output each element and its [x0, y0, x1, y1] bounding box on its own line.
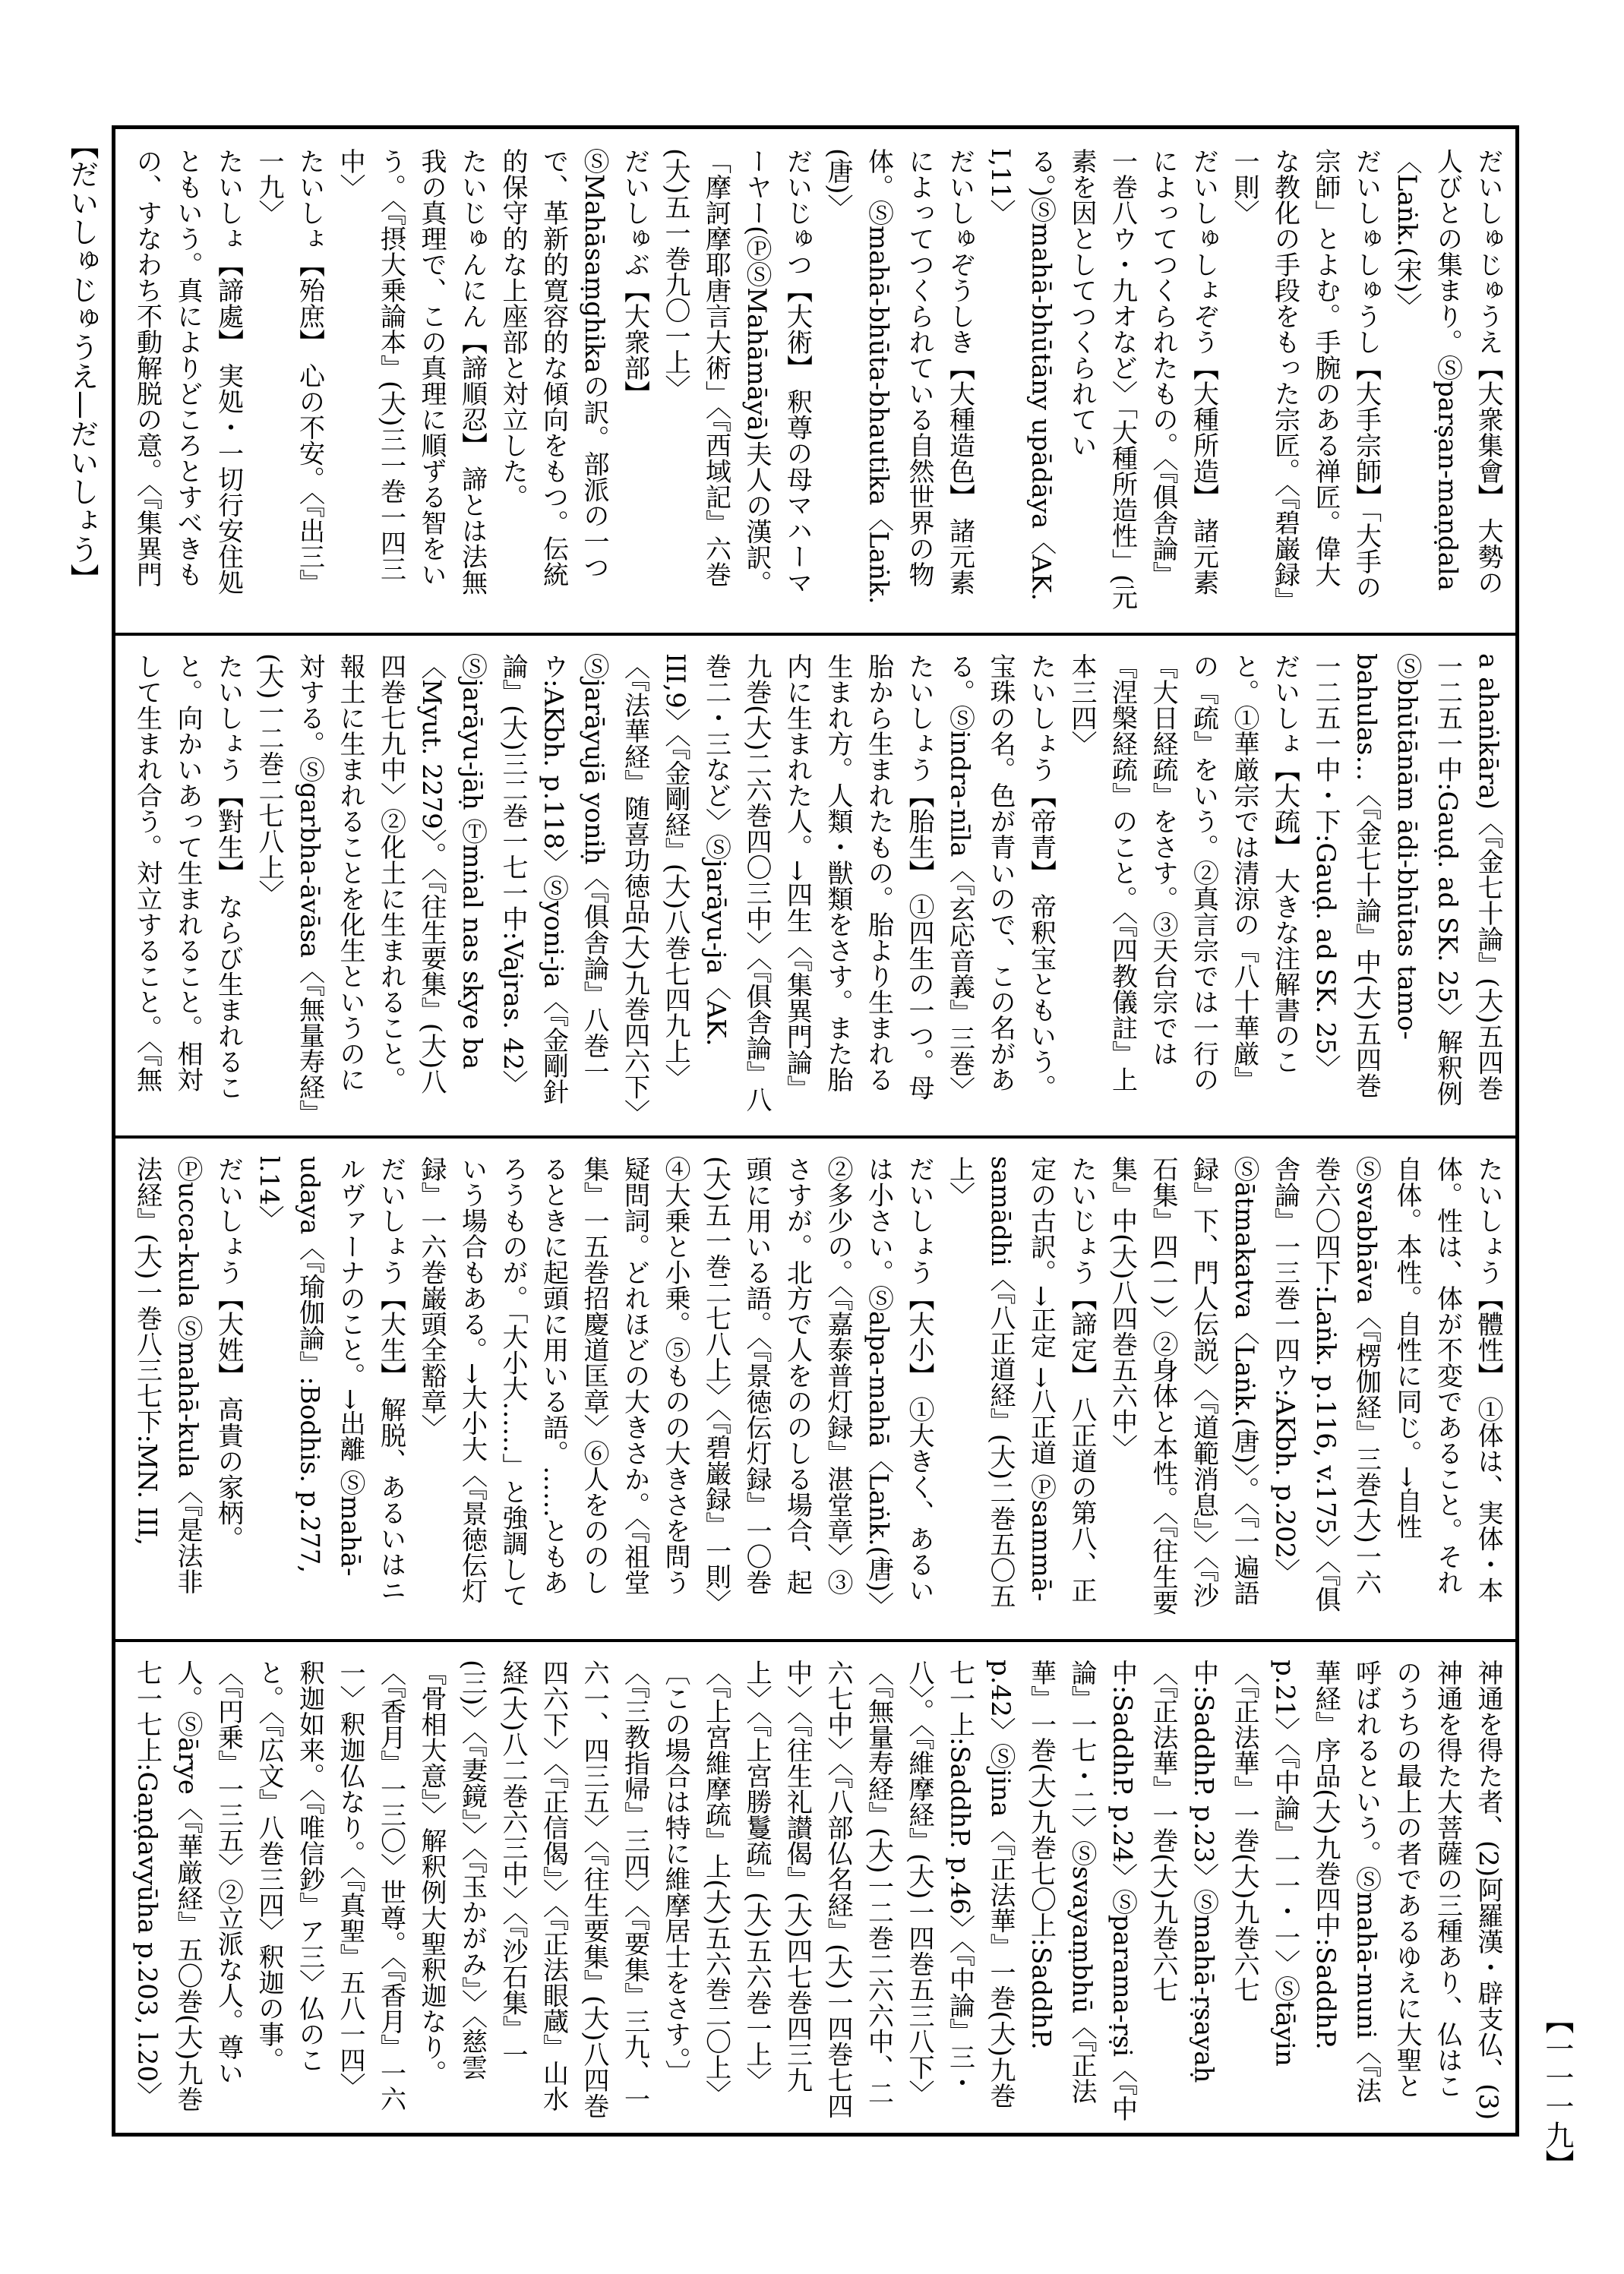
entry-headword: だいしゅしゅうし【大手宗師】	[1351, 148, 1382, 510]
entry-body: ならび生まれること。向かいあって生まれること。相対して生まれ合う。対立すること。〈『無	[131, 653, 244, 1101]
entry-headword: だいしょ【大疏】	[1269, 653, 1300, 860]
entry-body: ⓈMahāsaṃghikaの訳。部派の一つで、革新的寛容的な傾向をもつ。伝統的保守的な上座部と対立した。	[498, 148, 609, 587]
entry-body: 「大手の宗師」とよむ。手腕のある禅匠。偉大な教化の手段をもった宗匠。〈『碧巌録』一則〉	[1229, 148, 1382, 600]
tier-divider	[112, 1639, 1519, 1642]
entry-body: 諸元素によってつくられたもの。〈『俱舎論』一巻八ウ・九オなど〉「大種所造性」(元素を因としてつくられている。)Ⓢmahā-bhūtāny upādāya〈AK. I,11〉	[985, 148, 1219, 611]
tier-4	[125, 1660, 1508, 2123]
entry-headword: たいしょう【胎生】	[904, 653, 934, 886]
dictionary-entry	[248, 1156, 411, 1619]
entry-headword: たいしょう【帝青】	[1025, 653, 1057, 886]
dictionary-entry	[1224, 148, 1386, 611]
page-number: 【一一一九】	[1540, 2005, 1574, 2178]
entry-body: a ahaṅkāra)〈『金七十論』(大)五四巻一二五一中:Gauḍ. ad SK. 25〉解釈例Ⓢbhūtānām ādi-bhūtas tamo-bahulas…〈『金七十論』中(大)五四巻一二五一中・下:Gauḍ. ad SK. 25〉	[1310, 653, 1503, 1107]
entry-headword: だいじゅつ【大術】	[782, 148, 813, 381]
entry-headword: だいしゅぶ【大衆部】	[619, 148, 650, 406]
dictionary-entry	[125, 148, 248, 611]
dictionary-entry	[125, 1156, 248, 1619]
dictionary-entry	[125, 653, 248, 1116]
tier-3	[125, 1156, 1508, 1619]
entry-headword: たいしょ【諦處】	[213, 148, 244, 355]
dictionary-entry	[655, 148, 817, 611]
dictionary-entry	[248, 148, 330, 611]
dictionary-entry	[1386, 148, 1509, 611]
running-head: 【だいしゅじゅうえ—だいしょう】	[65, 131, 99, 592]
dictionary-entry	[817, 148, 980, 611]
entry-body: ①体は、実体・本体。性は、体が不変であること。それ自体。本性。自性に同じ。→自性 Ⓢsvabhāva〈『楞伽経』三巻(大)一六巻六〇四下:Laṅk. p.116, v.175〉〈『俱舎論』一三巻一四ウ:AKbh. p.202〉Ⓢātmakatva〈Laṅk.(唐)〉。〈『一遍語録』下、門人伝説〉〈『道範消息』〉〈『沙石集』四(一)〉②身体と本性。〈『往生要集』中(大)八四巻五六中〉	[1107, 1156, 1503, 1615]
entry-body: ①四生の一つ。母胎から生まれたもの。胎より生まれる生まれ方。人類・獣類をさす。また胎内に生まれた人。→四生〈『集異門論』九巻(大)二六巻四〇三中〉〈『俱舎論』八巻二・三など〉Ⓢjarāyu-ja〈AK. III,9〉〈『金剛経』(大)八巻七四九上〉〈『法華経』随喜功徳品(大)九巻四六下〉Ⓢjarāyujā yoniḥ〈『俱舎論』八巻一ウ:AKbh. p.118〉Ⓢyoni-ja〈『金剛針論』(大)三二巻一七一中:Vajras. 42〉Ⓢjarāyu-jāḥ Ⓣmṅal nas skye ba〈Myut. 2279〉。〈『往生要集』(大)八四巻七九中〉②化土に生まれること。報土に生まれることを化生というのに対する。Ⓢgarbha-āvāsa〈『無量寿経』(大)一二巻二七八上〉	[254, 653, 934, 1113]
entry-body: 大きな注解書のこと。①華厳宗では清涼の『八十華厳』の『疏』をいう。②真言宗では一行の『大日経疏』をさす。③天台宗では『涅槃経疏』のこと。〈『四教儀註』上本三四〉	[1066, 653, 1300, 1092]
tier-2	[125, 653, 1508, 1116]
entry-headword: だいしょう【大小】	[904, 1156, 934, 1388]
entry-body: 解脱、あるいはニルヴァーナのこと。→出離 Ⓢmahā-udaya〈『瑜伽論』:Bodhis. p.277, l.14〉	[254, 1156, 406, 1603]
entry-body: 諸元素によってつくられている自然世界の物体。Ⓢmahā-bhūta-bhautika〈Laṅk.(唐)〉	[823, 148, 975, 605]
entry-headword: だいしょう【大姓】	[213, 1156, 244, 1388]
entry-headword: だいしゅぞうしき【大種造色】	[944, 148, 975, 510]
tier-divider	[112, 633, 1519, 636]
dictionary-entry	[492, 148, 655, 611]
entry-body: 大勢の人びとの集まり。Ⓢparṣan-maṇḍala〈Laṅk.(宋)〉	[1392, 148, 1503, 595]
dictionary-entry	[330, 148, 492, 611]
dictionary-entry	[248, 653, 940, 1116]
entry-continuation	[125, 1660, 1508, 2123]
entry-body: 諦とは法無我の真理で、この真理に順ずる智をいう。〈『摂大乗論本』(大)三一巻一四三中〉	[335, 148, 488, 595]
dictionary-entry	[939, 653, 1061, 1116]
entry-headword: たいしょう【對生】	[213, 653, 244, 886]
entry-headword: たいしょう【體性】	[1473, 1156, 1503, 1388]
entry-headword: たいじゅんにん【諦順忍】	[457, 148, 488, 458]
entry-body: 八正道の第八、正定の古訳。→正定 →八正道 Ⓟsammā-samādhi〈『八正道経』(大)二巻五〇五上〉	[944, 1156, 1097, 1609]
entry-headword: だいしゅしょぞう【大種所造】	[1188, 148, 1219, 510]
dictionary-entry	[980, 148, 1224, 611]
entry-body: 実処・一切行安住処ともいう。真によりどころとすべきもの、すなわち不動解脱の意。〈『集異門	[131, 148, 244, 595]
entry-body: ①大きく、あるいは小さい。Ⓢalpa-mahā〈Laṅk.(唐)〉②多少の。〈『嘉泰普灯録』湛堂章〉③さすが。北方で人をののしる場合、起頭に用いる語。〈『景徳伝灯録』一〇巻(大)五一巻二七八上〉〈『碧巌録』一則〉④大乗と小乗。⑤ものの大きさを問う疑問詞。どれほどの大きさか。〈『祖堂集』一五巻招慶道匡章〉⑥人をののしるときに起頭に用いる語。……ともあろうものが。「大小大……」と強調していう場合もある。→大小大〈『景徳伝灯録』一六巻巌頭全豁章〉	[416, 1156, 934, 1619]
dictionary-entry	[1101, 1156, 1508, 1619]
tier-1	[125, 148, 1508, 611]
entry-headword: たいしょ【殆庶】	[294, 148, 325, 355]
dictionary-entry	[1061, 653, 1305, 1116]
entry-body: 釈尊の母マハーマーヤー(ⓅⓈMahāmāyā)夫人の漢訳。「摩訶摩耶唐言大術」〈『西域記』六巻(大)五一巻九〇一上〉	[660, 148, 813, 596]
entry-body: 帝釈宝ともいう。宝珠の名。色が青いので、この名がある。Ⓢindra-nīla〈『玄応音義』三巻〉	[944, 653, 1057, 1103]
entry-body: 高貴の家柄。Ⓟucca-kula Ⓢmahā-kula〈『是法非法経』(大)一巻八三七下:MN. III,	[131, 1156, 244, 1595]
entry-body: 心の不安。〈『出三』一九〉	[254, 148, 325, 595]
entry-body: 神通を得た者、(2)阿羅漢・辟支仏、(3)神通を得た大菩薩の三種あり、仏はこのうちの最上の者であるゆえに大聖と呼ばれるという。Ⓢmahā-muni〈『法華経』序品(大)九巻四中:SaddhP. p.21〉〈『中論』一一・一〉Ⓢtāyin〈『正法華』一巻(大)九巻六七中:SaddhP. p.23〉Ⓢmahā-ṛṣayaḥ〈『正法華』一巻(大)九巻六七中:SaddhP. p.24〉Ⓢparama-ṛṣi〈『中論』一七・二〉Ⓢsvayaṃbhū〈『正法華』一巻(大)九巻七〇上:SaddhP. p.42〉Ⓢjina〈『正法華』一巻(大)九巻七一上:SaddhP. p.46〉〈『中論』三・八〉。〈『維摩経』(大)一四巻五三八下〉〈『無量寿経』(大)一二巻二六六中、二六七中〉〈『八部仏名経』(大)一四巻七四中〉〈『往生礼讃偈』(大)四七巻四三九上〉〈『上宮勝鬘疏』(大)五六巻一上〉〈『上宮維摩疏』上(大)五六巻二〇上〉〔この場合は特に維摩居士をさす。〕〈『三教指帰』三四〉〈『要集』三九、一六一、四三五〉〈『往生要集』(大)八四巻四六下〉〈『正信偈』〉〈『正法眼蔵』山水経(大)八二巻六三中〉〈『沙石集』一(三)〉〈『妻鏡』〉〈『玉かがみ』〉〈慈雲『骨相大意』〉解釈例大聖釈迦なり。〈『香月』一三〇〉世尊。〈『香月』一六一〉釈迦仏なり。〈『真聖』五八一四〉釈迦如来。〈『唯信鈔』ア三〉仏のこと。〈『広文』八巻三四〉釈迦の事。〈『円乗』一三五〉②立派な人。尊い人。Ⓢārye〈『華厳経』五〇巻(大)九巻七一七上:Gaṇḍavyūha p.203, l.20〉	[131, 1660, 1503, 2122]
entry-headword: だいしゅじゅうえ【大衆集會】	[1473, 148, 1503, 510]
dictionary-entry	[411, 1156, 940, 1619]
tier-divider	[112, 1135, 1519, 1139]
dictionary-entry	[939, 1156, 1101, 1619]
entry-headword: たいじょう【諦定】	[1066, 1156, 1097, 1388]
entry-continuation	[1305, 653, 1509, 1116]
entry-headword: だいしょう【大生】	[375, 1156, 406, 1388]
